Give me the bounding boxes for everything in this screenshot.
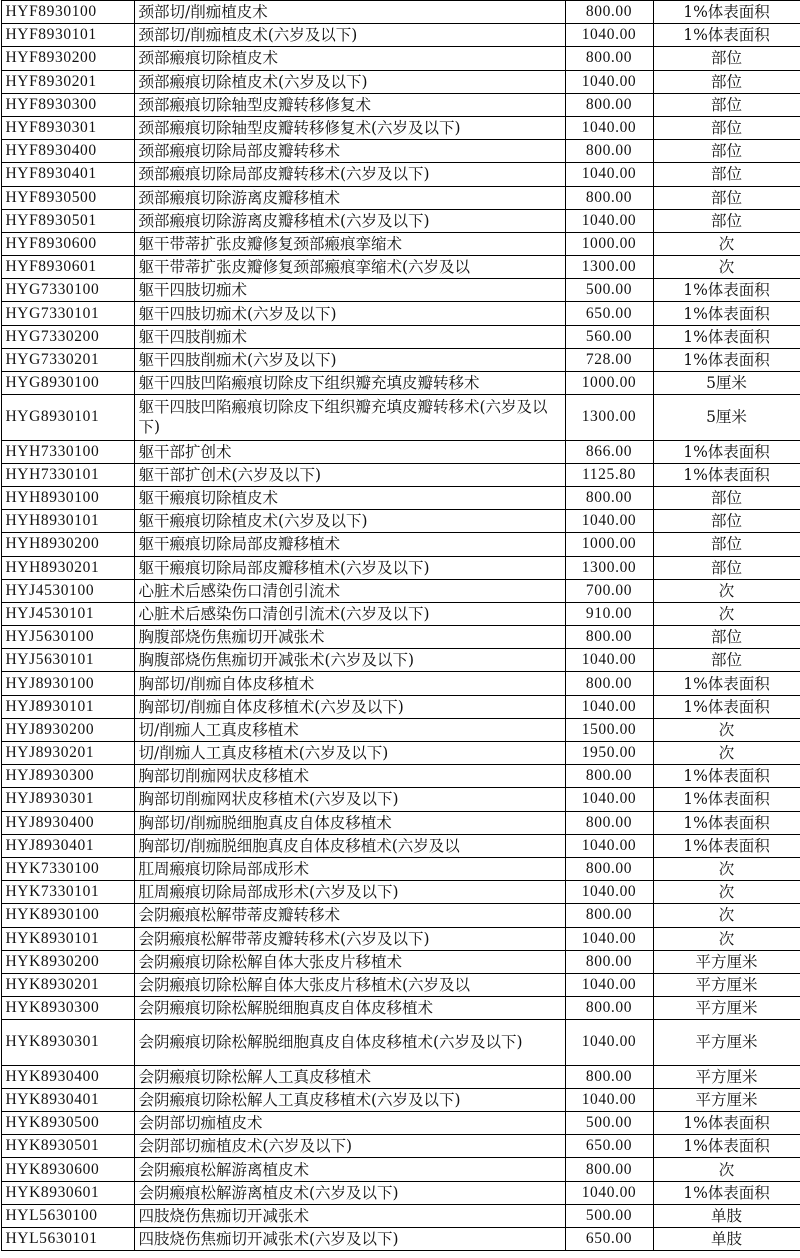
- table-row: [1, 556, 800, 579]
- item-unit-cell: 单肢: [653, 1227, 800, 1250]
- item-name-cell: 胸腹部烧伤焦痂切开减张术: [134, 626, 565, 649]
- item-price-cell: 1040.00: [565, 881, 653, 904]
- item-code-cell: HYF8930601: [1, 256, 134, 279]
- item-unit-cell: 1%体表面积: [653, 834, 800, 857]
- item-code-cell: HYK8930201: [1, 973, 134, 996]
- item-price-cell: 728.00: [565, 348, 653, 371]
- item-name-cell: 胸部切/削痂自体皮移植术(六岁及以下): [134, 695, 565, 718]
- item-name-cell: 颈部瘢痕切除游离皮瓣移植术: [134, 186, 565, 209]
- item-code-cell: HYF8930100: [1, 1, 134, 24]
- item-unit-cell: 1%体表面积: [653, 695, 800, 718]
- item-unit-cell: 次: [653, 1158, 800, 1181]
- item-unit-cell: 次: [653, 927, 800, 950]
- item-code-cell: HYF8930101: [1, 24, 134, 47]
- item-price-cell: 1040.00: [565, 649, 653, 672]
- table-row: [1, 997, 800, 1020]
- item-unit-cell: 1%体表面积: [653, 24, 800, 47]
- item-price-cell: 1040.00: [565, 1020, 653, 1065]
- table-row: [1, 70, 800, 93]
- item-price-cell: 560.00: [565, 325, 653, 348]
- item-code-cell: HYK8930401: [1, 1088, 134, 1111]
- item-unit-cell: 1%体表面积: [653, 279, 800, 302]
- item-code-cell: HYJ5630101: [1, 649, 134, 672]
- item-name-cell: 躯干瘢痕切除植皮术(六岁及以下): [134, 510, 565, 533]
- item-name-cell: 躯干瘢痕切除植皮术: [134, 486, 565, 509]
- item-unit-cell: 部位: [653, 556, 800, 579]
- item-code-cell: HYG8930101: [1, 395, 134, 440]
- table-row: [1, 695, 800, 718]
- item-code-cell: HYJ8930201: [1, 742, 134, 765]
- item-unit-cell: 次: [653, 881, 800, 904]
- table-row: [1, 811, 800, 834]
- item-name-cell: 会阴瘢痕松解游离植皮术: [134, 1158, 565, 1181]
- item-price-cell: 1300.00: [565, 556, 653, 579]
- item-code-cell: HYJ5630100: [1, 626, 134, 649]
- item-price-cell: 800.00: [565, 765, 653, 788]
- item-unit-cell: 部位: [653, 186, 800, 209]
- item-name-cell: 会阴瘢痕切除松解自体大张皮片移植术: [134, 950, 565, 973]
- table-row: [1, 1181, 800, 1204]
- item-code-cell: HYF8930500: [1, 186, 134, 209]
- item-code-cell: HYH7330101: [1, 463, 134, 486]
- item-code-cell: HYJ8930101: [1, 695, 134, 718]
- item-price-cell: 800.00: [565, 140, 653, 163]
- item-code-cell: HYF8930400: [1, 140, 134, 163]
- item-name-cell: 会阴瘢痕切除松解自体大张皮片移植术(六岁及以: [134, 973, 565, 996]
- table-row: [1, 395, 800, 440]
- item-code-cell: HYJ4530101: [1, 602, 134, 625]
- item-code-cell: HYJ8930401: [1, 834, 134, 857]
- table-row: [1, 1020, 800, 1065]
- item-price-cell: 1040.00: [565, 510, 653, 533]
- item-unit-cell: 1%体表面积: [653, 302, 800, 325]
- table-row: [1, 927, 800, 950]
- item-unit-cell: 部位: [653, 116, 800, 139]
- item-name-cell: 心脏术后感染伤口清创引流术(六岁及以下): [134, 602, 565, 625]
- item-code-cell: HYJ8930301: [1, 788, 134, 811]
- table-row: [1, 904, 800, 927]
- item-code-cell: HYK8930301: [1, 1020, 134, 1065]
- item-code-cell: HYH8930200: [1, 533, 134, 556]
- item-name-cell: 会阴瘢痕切除松解人工真皮移植术: [134, 1065, 565, 1088]
- item-name-cell: 会阴瘢痕切除松解脱细胞真皮自体皮移植术(六岁及以下): [134, 1020, 565, 1065]
- item-name-cell: 切/削痂人工真皮移植术: [134, 718, 565, 741]
- table-row: [1, 626, 800, 649]
- item-price-cell: 1300.00: [565, 256, 653, 279]
- item-code-cell: HYJ8930200: [1, 718, 134, 741]
- item-name-cell: 躯干四肢凹陷瘢痕切除皮下组织瓣充填皮瓣转移术(六岁及以下): [134, 395, 565, 440]
- table-row: [1, 788, 800, 811]
- item-code-cell: HYK7330100: [1, 857, 134, 880]
- item-unit-cell: 部位: [653, 626, 800, 649]
- item-name-cell: 颈部瘢痕切除局部皮瓣转移术: [134, 140, 565, 163]
- table-row: [1, 463, 800, 486]
- item-price-cell: 800.00: [565, 93, 653, 116]
- item-name-cell: 胸腹部烧伤焦痂切开减张术(六岁及以下): [134, 649, 565, 672]
- table-row: [1, 1204, 800, 1227]
- item-name-cell: 胸部切削痂网状皮移植术: [134, 765, 565, 788]
- item-unit-cell: 次: [653, 742, 800, 765]
- item-unit-cell: 部位: [653, 140, 800, 163]
- item-unit-cell: 1%体表面积: [653, 325, 800, 348]
- table-row: [1, 718, 800, 741]
- item-name-cell: 会阴瘢痕松解游离植皮术(六岁及以下): [134, 1181, 565, 1204]
- item-code-cell: HYH7330100: [1, 440, 134, 463]
- item-name-cell: 会阴部切痂植皮术: [134, 1112, 565, 1135]
- item-code-cell: HYJ8930300: [1, 765, 134, 788]
- item-name-cell: 胸部切/削痂脱细胞真皮自体皮移植术: [134, 811, 565, 834]
- item-unit-cell: 1%体表面积: [653, 440, 800, 463]
- item-price-cell: 800.00: [565, 811, 653, 834]
- item-price-cell: 650.00: [565, 1227, 653, 1250]
- item-code-cell: HYK8930400: [1, 1065, 134, 1088]
- item-code-cell: HYK7330101: [1, 881, 134, 904]
- item-name-cell: 躯干带蒂扩张皮瓣修复颈部瘢痕挛缩术: [134, 232, 565, 255]
- item-code-cell: HYK8930101: [1, 927, 134, 950]
- item-code-cell: HYF8930401: [1, 163, 134, 186]
- item-code-cell: HYK8930100: [1, 904, 134, 927]
- item-price-cell: 1000.00: [565, 533, 653, 556]
- table-row: [1, 93, 800, 116]
- table-row: [1, 209, 800, 232]
- item-name-cell: 肛周瘢痕切除局部成形术(六岁及以下): [134, 881, 565, 904]
- item-unit-cell: 1%体表面积: [653, 1181, 800, 1204]
- item-code-cell: HYG7330200: [1, 325, 134, 348]
- item-name-cell: 躯干瘢痕切除局部皮瓣移植术(六岁及以下): [134, 556, 565, 579]
- item-price-cell: 1040.00: [565, 209, 653, 232]
- item-code-cell: HYG7330100: [1, 279, 134, 302]
- table-row: [1, 47, 800, 70]
- item-price-cell: 1125.80: [565, 463, 653, 486]
- table-row: [1, 533, 800, 556]
- item-code-cell: HYK8930501: [1, 1135, 134, 1158]
- item-name-cell: 胸部切/削痂自体皮移植术: [134, 672, 565, 695]
- item-unit-cell: 部位: [653, 47, 800, 70]
- item-unit-cell: 单肢: [653, 1204, 800, 1227]
- item-price-cell: 800.00: [565, 626, 653, 649]
- table-row: [1, 440, 800, 463]
- table-row: [1, 140, 800, 163]
- item-name-cell: 躯干部扩创术(六岁及以下): [134, 463, 565, 486]
- item-code-cell: HYK8930600: [1, 1158, 134, 1181]
- item-name-cell: 会阴瘢痕切除松解脱细胞真皮自体皮移植术: [134, 997, 565, 1020]
- item-price-cell: 1040.00: [565, 1088, 653, 1111]
- item-name-cell: 心脏术后感染伤口清创引流术: [134, 579, 565, 602]
- item-price-cell: 1500.00: [565, 718, 653, 741]
- item-unit-cell: 次: [653, 718, 800, 741]
- item-unit-cell: 平方厘米: [653, 997, 800, 1020]
- table-row: [1, 672, 800, 695]
- item-name-cell: 会阴瘢痕松解带蒂皮瓣转移术(六岁及以下): [134, 927, 565, 950]
- item-price-cell: 1950.00: [565, 742, 653, 765]
- table-row: [1, 1088, 800, 1111]
- item-name-cell: 四肢烧伤焦痂切开减张术(六岁及以下): [134, 1227, 565, 1250]
- item-name-cell: 颈部瘢痕切除局部皮瓣转移术(六岁及以下): [134, 163, 565, 186]
- table-row: [1, 486, 800, 509]
- item-name-cell: 颈部切/削痂植皮术: [134, 1, 565, 24]
- item-name-cell: 四肢烧伤焦痂切开减张术: [134, 1204, 565, 1227]
- item-price-cell: 650.00: [565, 302, 653, 325]
- table-row: [1, 742, 800, 765]
- item-unit-cell: 部位: [653, 649, 800, 672]
- item-code-cell: HYF8930200: [1, 47, 134, 70]
- item-name-cell: 肛周瘢痕切除局部成形术: [134, 857, 565, 880]
- item-name-cell: 躯干四肢切痂术: [134, 279, 565, 302]
- table-row: [1, 302, 800, 325]
- item-price-cell: 800.00: [565, 857, 653, 880]
- item-name-cell: 胸部切/削痂脱细胞真皮自体皮移植术(六岁及以: [134, 834, 565, 857]
- item-code-cell: HYJ8930400: [1, 811, 134, 834]
- item-name-cell: 颈部瘢痕切除植皮术(六岁及以下): [134, 70, 565, 93]
- item-code-cell: HYK8930500: [1, 1112, 134, 1135]
- table-row: [1, 510, 800, 533]
- item-unit-cell: 部位: [653, 510, 800, 533]
- item-unit-cell: 部位: [653, 486, 800, 509]
- item-name-cell: 躯干四肢切痂术(六岁及以下): [134, 302, 565, 325]
- item-unit-cell: 次: [653, 256, 800, 279]
- table-row: [1, 325, 800, 348]
- item-name-cell: 颈部瘢痕切除游离皮瓣移植术(六岁及以下): [134, 209, 565, 232]
- table-row: [1, 279, 800, 302]
- item-unit-cell: 部位: [653, 533, 800, 556]
- item-unit-cell: 1%体表面积: [653, 1112, 800, 1135]
- table-row: [1, 116, 800, 139]
- item-code-cell: HYL5630100: [1, 1204, 134, 1227]
- item-price-cell: 650.00: [565, 1135, 653, 1158]
- item-code-cell: HYH8930201: [1, 556, 134, 579]
- item-code-cell: HYF8930301: [1, 116, 134, 139]
- item-unit-cell: 平方厘米: [653, 973, 800, 996]
- item-name-cell: 颈部瘢痕切除植皮术: [134, 47, 565, 70]
- table-row: [1, 186, 800, 209]
- item-code-cell: HYH8930101: [1, 510, 134, 533]
- item-price-cell: 1040.00: [565, 973, 653, 996]
- item-code-cell: HYK8930601: [1, 1181, 134, 1204]
- table-row: [1, 649, 800, 672]
- item-code-cell: HYH8930100: [1, 486, 134, 509]
- table-body: [1, 1, 800, 1251]
- item-price-cell: 1000.00: [565, 232, 653, 255]
- item-price-cell: 800.00: [565, 997, 653, 1020]
- item-code-cell: HYK8930200: [1, 950, 134, 973]
- item-name-cell: 躯干瘢痕切除局部皮瓣移植术: [134, 533, 565, 556]
- item-unit-cell: 1%体表面积: [653, 463, 800, 486]
- table-row: [1, 602, 800, 625]
- item-name-cell: 颈部瘢痕切除轴型皮瓣转移修复术(六岁及以下): [134, 116, 565, 139]
- table-row: [1, 834, 800, 857]
- item-unit-cell: 平方厘米: [653, 1088, 800, 1111]
- item-name-cell: 躯干带蒂扩张皮瓣修复颈部瘢痕挛缩术(六岁及以: [134, 256, 565, 279]
- table-row: [1, 163, 800, 186]
- item-price-cell: 1000.00: [565, 372, 653, 395]
- item-name-cell: 会阴瘢痕松解带蒂皮瓣转移术: [134, 904, 565, 927]
- table-row: [1, 973, 800, 996]
- item-name-cell: 切/削痂人工真皮移植术(六岁及以下): [134, 742, 565, 765]
- item-unit-cell: 1%体表面积: [653, 348, 800, 371]
- item-price-cell: 866.00: [565, 440, 653, 463]
- item-price-cell: 800.00: [565, 904, 653, 927]
- item-code-cell: HYL5630101: [1, 1227, 134, 1250]
- item-unit-cell: 1%体表面积: [653, 1, 800, 24]
- item-price-cell: 1040.00: [565, 70, 653, 93]
- item-code-cell: HYJ8930100: [1, 672, 134, 695]
- item-code-cell: HYK8930300: [1, 997, 134, 1020]
- item-price-cell: 1040.00: [565, 788, 653, 811]
- table-row: [1, 765, 800, 788]
- item-code-cell: HYG7330101: [1, 302, 134, 325]
- item-code-cell: HYF8930501: [1, 209, 134, 232]
- item-price-cell: 1040.00: [565, 834, 653, 857]
- item-code-cell: HYF8930201: [1, 70, 134, 93]
- item-unit-cell: 部位: [653, 93, 800, 116]
- fee-table: [1, 0, 800, 1251]
- item-name-cell: 躯干四肢削痂术: [134, 325, 565, 348]
- item-price-cell: 910.00: [565, 602, 653, 625]
- item-name-cell: 会阴瘢痕切除松解人工真皮移植术(六岁及以下): [134, 1088, 565, 1111]
- table-row: [1, 1135, 800, 1158]
- item-price-cell: 800.00: [565, 1065, 653, 1088]
- table-row: [1, 372, 800, 395]
- item-price-cell: 1040.00: [565, 695, 653, 718]
- table-row: [1, 950, 800, 973]
- table-row: [1, 579, 800, 602]
- table-row: [1, 1065, 800, 1088]
- item-unit-cell: 次: [653, 857, 800, 880]
- item-name-cell: 颈部瘢痕切除轴型皮瓣转移修复术: [134, 93, 565, 116]
- item-code-cell: HYF8930300: [1, 93, 134, 116]
- item-price-cell: 1040.00: [565, 1181, 653, 1204]
- item-unit-cell: 1%体表面积: [653, 788, 800, 811]
- item-name-cell: 颈部切/削痂植皮术(六岁及以下): [134, 24, 565, 47]
- item-price-cell: 500.00: [565, 1112, 653, 1135]
- item-unit-cell: 1%体表面积: [653, 811, 800, 834]
- item-name-cell: 躯干部扩创术: [134, 440, 565, 463]
- item-price-cell: 800.00: [565, 1, 653, 24]
- item-price-cell: 1300.00: [565, 395, 653, 440]
- table-row: [1, 1158, 800, 1181]
- item-name-cell: 会阴部切痂植皮术(六岁及以下): [134, 1135, 565, 1158]
- item-unit-cell: 5厘米: [653, 395, 800, 440]
- item-unit-cell: 部位: [653, 209, 800, 232]
- item-price-cell: 800.00: [565, 950, 653, 973]
- table-row: [1, 348, 800, 371]
- table-row: [1, 232, 800, 255]
- item-price-cell: 800.00: [565, 186, 653, 209]
- item-code-cell: HYG7330201: [1, 348, 134, 371]
- table-row: [1, 881, 800, 904]
- item-unit-cell: 1%体表面积: [653, 1135, 800, 1158]
- item-name-cell: 躯干四肢削痂术(六岁及以下): [134, 348, 565, 371]
- item-unit-cell: 1%体表面积: [653, 765, 800, 788]
- item-price-cell: 800.00: [565, 672, 653, 695]
- item-price-cell: 1040.00: [565, 24, 653, 47]
- item-unit-cell: 次: [653, 579, 800, 602]
- item-unit-cell: 平方厘米: [653, 950, 800, 973]
- item-code-cell: HYJ4530100: [1, 579, 134, 602]
- item-unit-cell: 次: [653, 602, 800, 625]
- table-row: [1, 256, 800, 279]
- table-row: [1, 1112, 800, 1135]
- table-row: [1, 1, 800, 24]
- item-price-cell: 700.00: [565, 579, 653, 602]
- item-price-cell: 800.00: [565, 47, 653, 70]
- item-unit-cell: 部位: [653, 70, 800, 93]
- item-unit-cell: 1%体表面积: [653, 672, 800, 695]
- item-price-cell: 1040.00: [565, 163, 653, 186]
- item-unit-cell: 5厘米: [653, 372, 800, 395]
- item-code-cell: HYF8930600: [1, 232, 134, 255]
- item-price-cell: 1040.00: [565, 927, 653, 950]
- item-unit-cell: 平方厘米: [653, 1020, 800, 1065]
- item-price-cell: 800.00: [565, 486, 653, 509]
- item-name-cell: 躯干四肢凹陷瘢痕切除皮下组织瓣充填皮瓣转移术: [134, 372, 565, 395]
- table-row: [1, 1227, 800, 1250]
- table-row: [1, 857, 800, 880]
- item-price-cell: 500.00: [565, 279, 653, 302]
- item-name-cell: 胸部切削痂网状皮移植术(六岁及以下): [134, 788, 565, 811]
- table-row: [1, 24, 800, 47]
- item-unit-cell: 次: [653, 904, 800, 927]
- item-price-cell: 800.00: [565, 1158, 653, 1181]
- item-unit-cell: 平方厘米: [653, 1065, 800, 1088]
- item-unit-cell: 次: [653, 232, 800, 255]
- item-price-cell: 1040.00: [565, 116, 653, 139]
- item-unit-cell: 部位: [653, 163, 800, 186]
- item-price-cell: 500.00: [565, 1204, 653, 1227]
- item-code-cell: HYG8930100: [1, 372, 134, 395]
